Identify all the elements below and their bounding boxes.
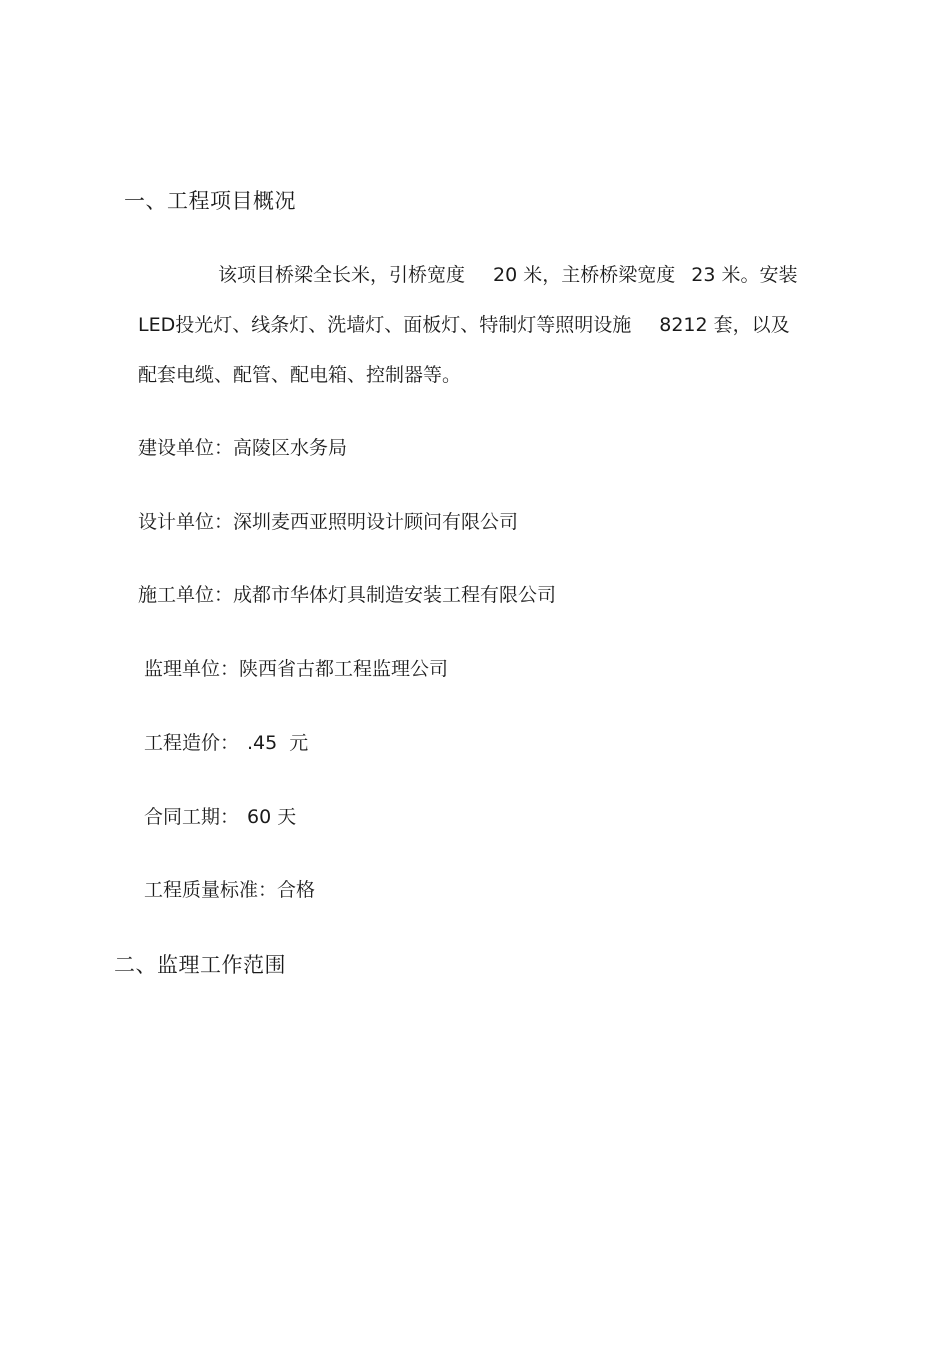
section1-heading: 一、工程项目概况 [124,189,296,213]
contract-period-value: 60 天 [247,806,297,828]
design-unit: 设计单位：深圳麦西亚照明设计顾问有限公司 [138,511,519,533]
project-cost-label: 工程造价： [144,732,240,754]
supervision-unit: 监理单位：陕西省古都工程监理公司 [144,658,449,680]
project-cost-value: .45 元 [247,732,309,754]
overview-line2-a: LED投光灯、线条灯、洗墙灯、面板灯、特制灯等照明设施 [138,314,632,336]
quality-standard: 工程质量标准：合格 [144,879,316,901]
construction-unit: 建设单位：高陵区水务局 [138,437,348,459]
overview-line-3: 配套电缆、配管、配电箱、控制器等。 [138,364,462,386]
overview-line-1 [218,262,797,288]
overview-line1-c: 23 米。安装 [691,264,798,286]
overview-line1-b: 20 米，主桥桥梁宽度 [493,264,676,286]
overview-line1-a: 该项目桥梁全长米，引桥宽度 [218,264,466,286]
builder-unit: 施工单位：成都市华体灯具制造安装工程有限公司 [138,584,557,606]
contract-period [144,804,296,830]
overview-line2-b: 8212 套，以及 [659,314,790,336]
project-cost [144,730,308,756]
contract-period-label: 合同工期： [144,806,240,828]
section2-heading: 二、监理工作范围 [114,953,286,977]
overview-line-2 [138,312,790,338]
